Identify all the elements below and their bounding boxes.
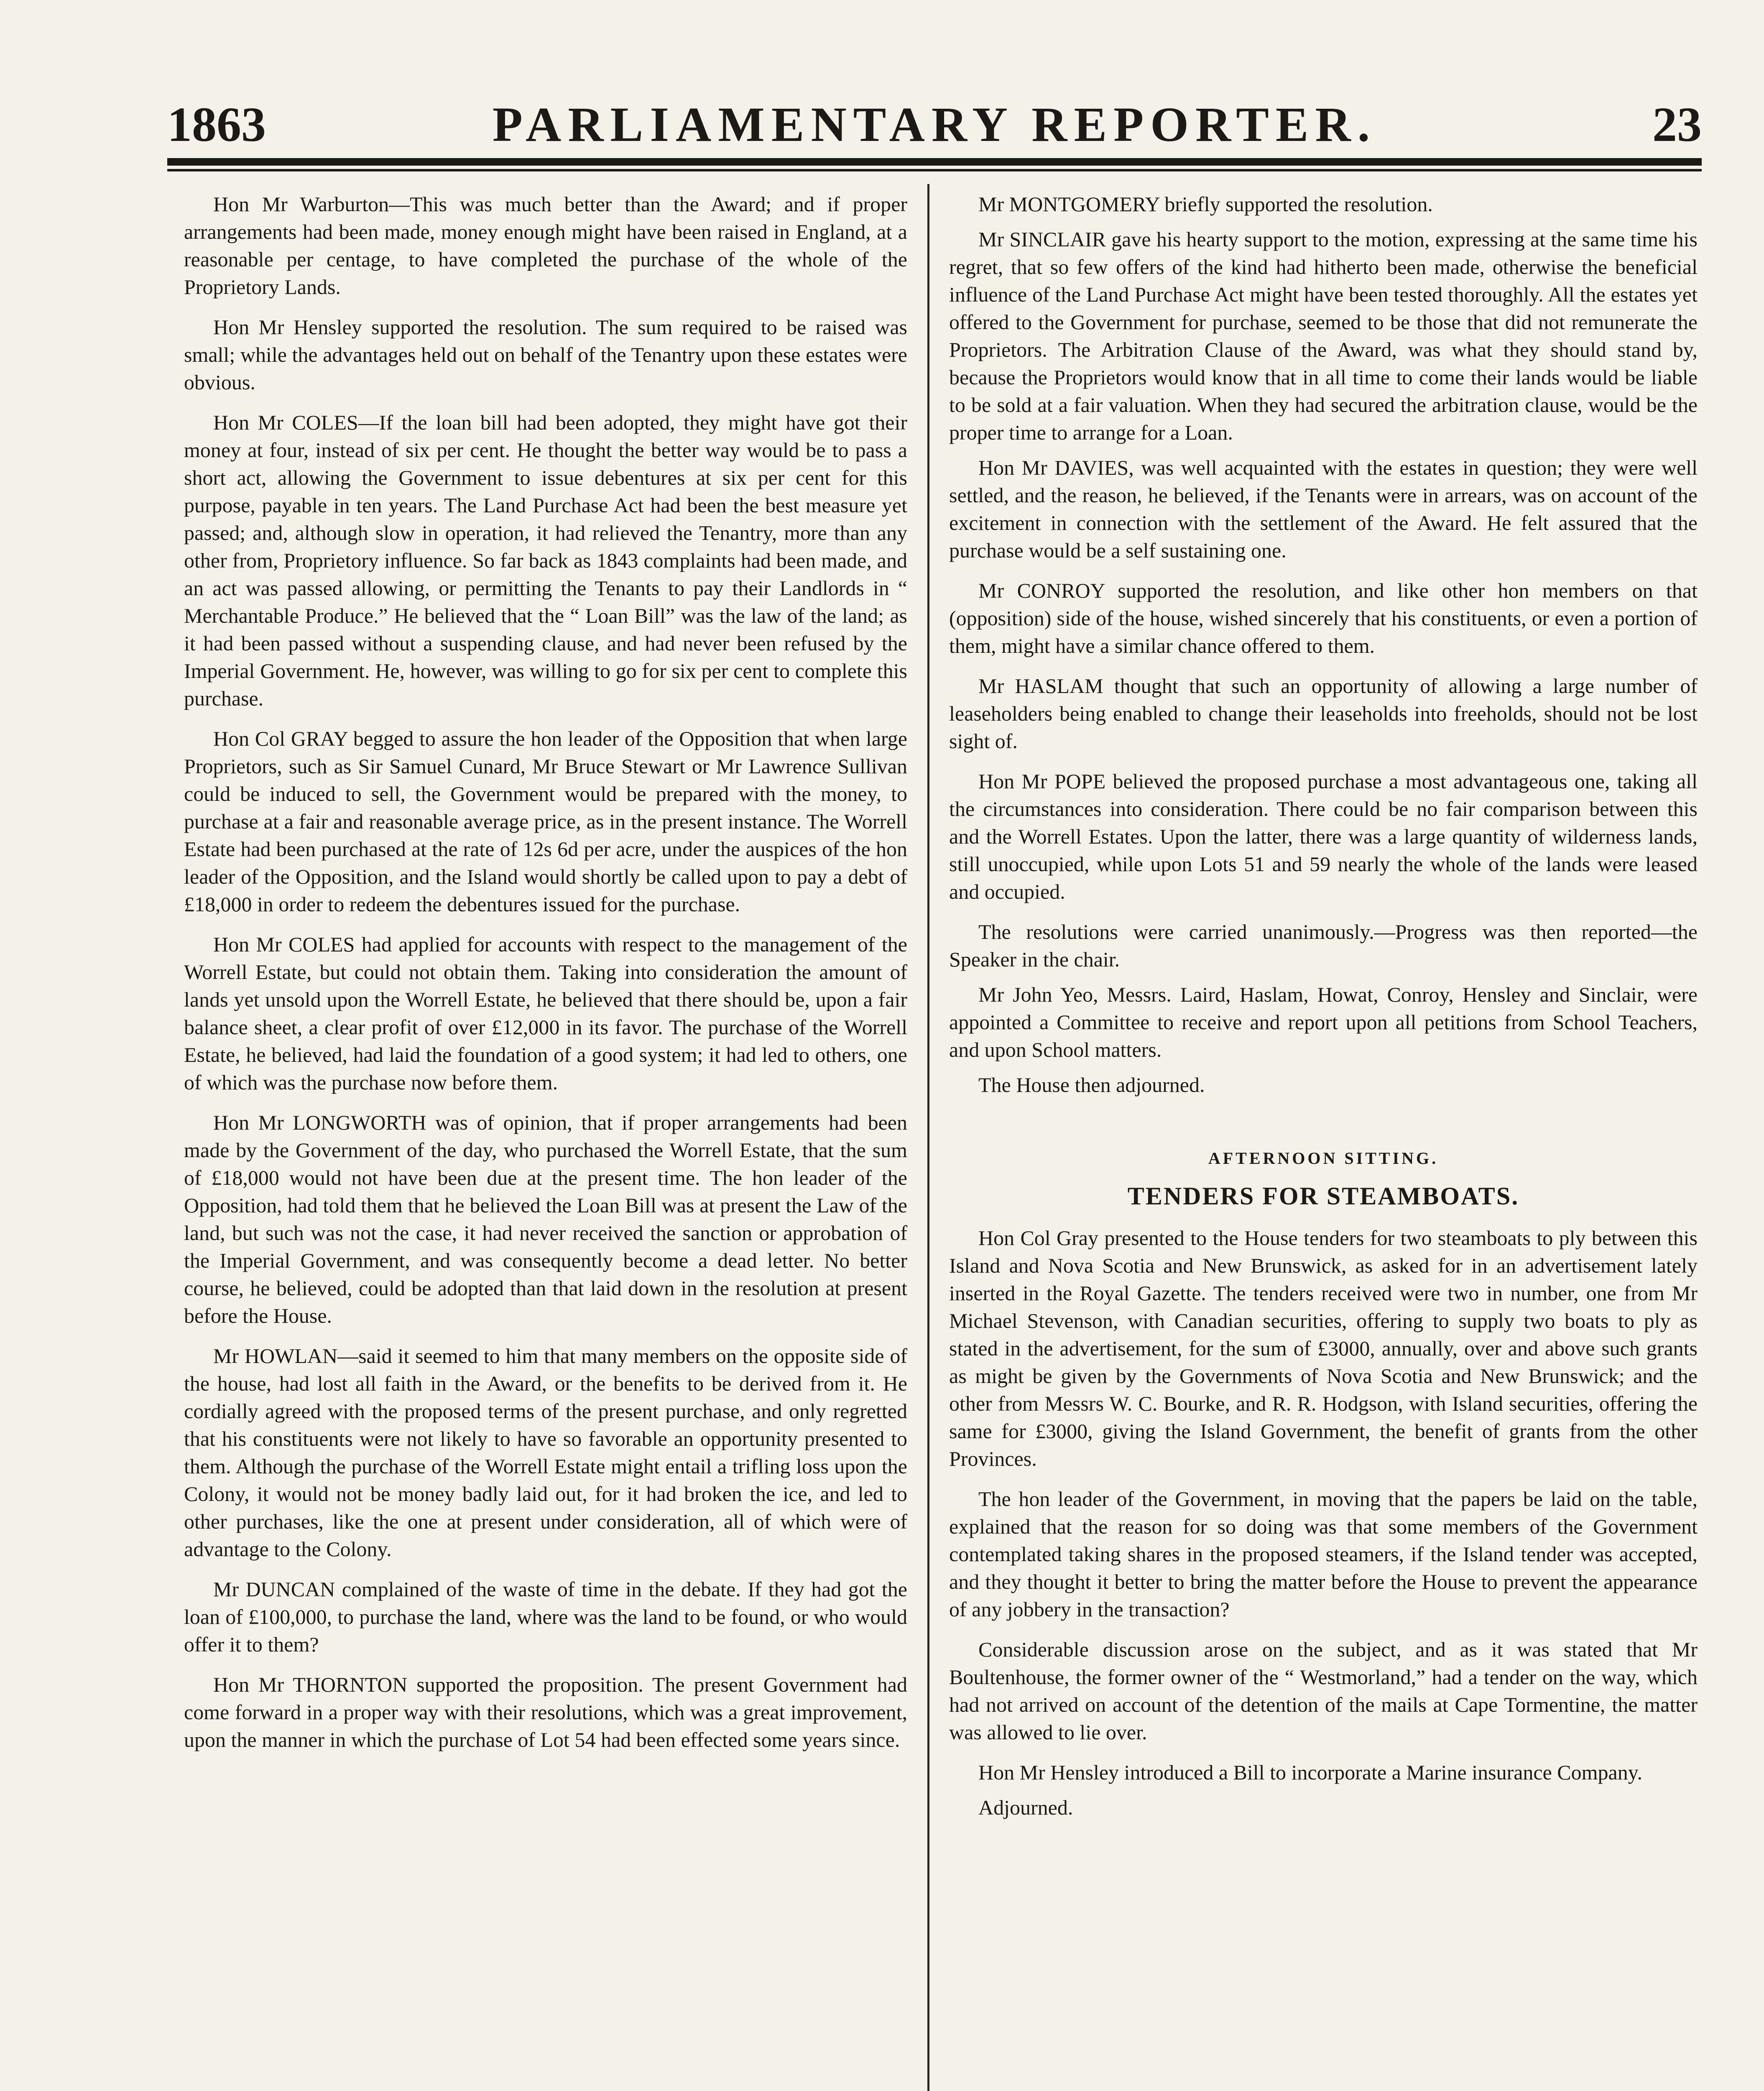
- paragraph: The resolutions were carried unanimously.—Progress was then reported—the Speaker in the chair.: [949, 920, 1698, 971]
- paragraph: Mr HOWLAN—said it seemed to him that many members on the opposite side of the house, had lost all faith in the Award, or the benefits to be derived from it. He cordially agreed with the proposed terms of the present purchase, and only regretted that his constituents were not likely to have so favorable an opportunity presented to them. Although the purchase of the Worrell Estate might entail a trifling loss upon the Colony, it would not be money badly laid out, for it had broken the ice, and led to other purchases, like the one at present under consideration, all of which were of advantage to the Colony.: [184, 1344, 907, 1561]
- paragraph: Hon Mr Hensley introduced a Bill to incorporate a Marine insurance Company.: [978, 1761, 1642, 1784]
- header-year: 1863: [167, 97, 266, 152]
- paragraph: Mr MONTGOMERY briefly supported the resolution.: [978, 192, 1433, 216]
- paragraph: Hon Mr Hensley supported the resolution. The sum required to be raised was small; while the advantages held out on behalf of the Tenantry upon these estates were obvious.: [184, 315, 907, 394]
- paragraph: Considerable discussion arose on the subject, and as it was stated that Mr Boultenhouse, the former owner of the “ Westmorland,” had a tender on the way, which had not arrived on account of the detention of the mails at Cape Tormentine, the matter was allowed to lie over.: [949, 1638, 1698, 1744]
- section-title: TENDERS FOR STEAMBOATS.: [1127, 1182, 1519, 1210]
- paragraph: Adjourned.: [978, 1796, 1073, 1819]
- paragraph: Mr CONROY supported the resolution, and like other hon members on that (opposition) side of the house, wished sincerely that his constituents, or even a portion of them, might have a similar chance offered to them.: [949, 579, 1698, 657]
- paragraph: Mr John Yeo, Messrs. Laird, Haslam, Howat, Conroy, Hensley and Sinclair, were appointed a Committee to receive and report upon all petitions from School Teachers, and upon School matters.: [949, 983, 1698, 1061]
- paragraph: Hon Col Gray presented to the House tenders for two steamboats to ply between this Island and Nova Scotia and New Brunswick, as asked for in an advertisement lately inserted in the Royal Gazette. The tenders received were two in number, one from Mr Michael Stevenson, with Canadian securities, offering to supply two boats to ply as stated in the advertisement, for the sum of £3000, annually, over and above such grants as might be given by the Governments of Nova Scotia and New Brunswick; and the other from Messrs W. C. Bourke, and R. R. Hodgson, with Island securities, offering the same for £3000, giving the Island Government, the benefit of grants from the other Provinces.: [949, 1226, 1698, 1470]
- header-rule-thick: [167, 158, 1702, 166]
- page-number: 23: [1652, 97, 1702, 152]
- header-rule-thin: [167, 169, 1702, 171]
- afternoon-sitting-heading: AFTERNOON SITTING.: [1208, 1149, 1439, 1168]
- paragraph: Hon Mr DAVIES, was well acquainted with the estates in question; they were well settled, and the reason, he believed, if the Tenants were in arrears, was on account of the excitement in connection with the settlement of the Award. He felt assured that the purchase would be a self sustaining one.: [949, 456, 1698, 562]
- paragraph: Hon Mr LONGWORTH was of opinion, that if proper arrangements had been made by the Government of the day, who purchased the Worrell Estate, that the sum of £18,000 would not have been due at the present time. The hon leader of the Opposition, had told them that he believed the Loan Bill was at present the Law of the land, but such was not the case, it had never received the sanction or approbation of the Imperial Government, and was consequently become a dead letter. No better course, he believed, could be adopted than that laid down in the resolution at present before the House.: [184, 1111, 907, 1327]
- paragraph: Hon Mr POPE believed the proposed purchase a most advantageous one, taking all the circumstances into consideration. There could be no fair comparison between this and the Worrell Estates. Upon the latter, there was a large quantity of wilderness lands, still unoccupied, while upon Lots 51 and 59 nearly the whole of the lands were leased and occupied.: [949, 769, 1698, 903]
- paragraph: Hon Mr Warburton—This was much better than the Award; and if proper arrangements had been made, money enough might have been raised in England, at a reasonable per centage, to have completed the purchase of the whole of the Proprietory Lands.: [184, 192, 907, 299]
- left-column: [184, 190, 907, 1766]
- paragraph: Hon Mr COLES—If the loan bill had been adopted, they might have got their money at four, instead of six per cent. He thought the better way would be to pass a short act, allowing the Government to issue debentures at six per cent for this purpose, payable in ten years. The Land Purchase Act had been the best measure yet passed; and, although slow in operation, it had relieved the Tenantry, more than any other from, Proprietory influence. So far back as 1843 complaints had been made, and an act was passed allowing, or permitting the Tenants to pay their Landlords in “ Merchantable Produce.” He believed that the “ Loan Bill” was the law of the land; as it had been passed without a suspending clause, and had never been refused by the Imperial Government. He, however, was willing to go for six per cent to complete this purchase.: [184, 411, 907, 710]
- paragraph: Hon Mr THORNTON supported the proposition. The present Government had come forward in a proper way with their resolutions, which was a great improvement, upon the manner in which the purchase of Lot 54 had been effected some years since.: [184, 1673, 907, 1751]
- paragraph: The House then adjourned.: [978, 1073, 1205, 1097]
- paragraph: Mr SINCLAIR gave his hearty support to the motion, expressing at the same time his regret, that so few offers of the kind had hitherto been made, otherwise the beneficial influence of the Land Purchase Act might have been tested thoroughly. All the estates yet offered to the Government for purchase, seemed to be those that did not remunerate the Proprietors. The Arbitration Clause of the Award, was what they should stand by, because the Proprietors would know that in all time to come their lands would be liable to be sold at a fair valuation. When they had secured the arbitration clause, would be the proper time to arrange for a Loan.: [949, 228, 1698, 444]
- publication-title: PARLIAMENTARY REPORTER.: [492, 97, 1377, 152]
- paragraph: The hon leader of the Government, in moving that the papers be laid on the table, explained that the reason for so doing was that some members of the Government contemplated taking shares in the proposed steamers, if the Island tender was accepted, and they thought it better to bring the matter before the House to prevent the appearance of any jobbery in the transaction?: [949, 1487, 1698, 1621]
- paragraph: Mr DUNCAN complained of the waste of time in the debate. If they had got the loan of £100,000, to purchase the land, where was the land to be found, or who would offer it to them?: [184, 1577, 907, 1656]
- paragraph: Hon Col GRAY begged to assure the hon leader of the Opposition that when large Proprietors, such as Sir Samuel Cunard, Mr Bruce Stewart or Mr Lawrence Sullivan could be induced to sell, the Government would be prepared with the money, to purchase at a fair and reasonable average price, as in the present instance. The Worrell Estate had been purchased at the rate of 12s 6d per acre, under the auspices of the hon leader of the Opposition, and the Island would shortly be called upon to pay a debt of £18,000 in order to redeem the debentures issued for the purchase.: [184, 727, 907, 916]
- paragraph: Mr HASLAM thought that such an opportunity of allowing a large number of leaseholders being enabled to change their leaseholds into freeholds, should not be lost sight of.: [949, 674, 1698, 753]
- paragraph: Hon Mr COLES had applied for accounts with respect to the management of the Worrell Estate, but could not obtain them. Taking into consideration the amount of lands yet unsold upon the Worrell Estate, he believed that there should be, upon a fair balance sheet, a clear profit of over £12,000 in its favor. The purchase of the Worrell Estate, he believed, had laid the foundation of a good system; it had led to others, one of which was the purchase now before them.: [184, 933, 907, 1094]
- right-column: [949, 190, 1698, 1834]
- column-divider: [927, 184, 929, 2091]
